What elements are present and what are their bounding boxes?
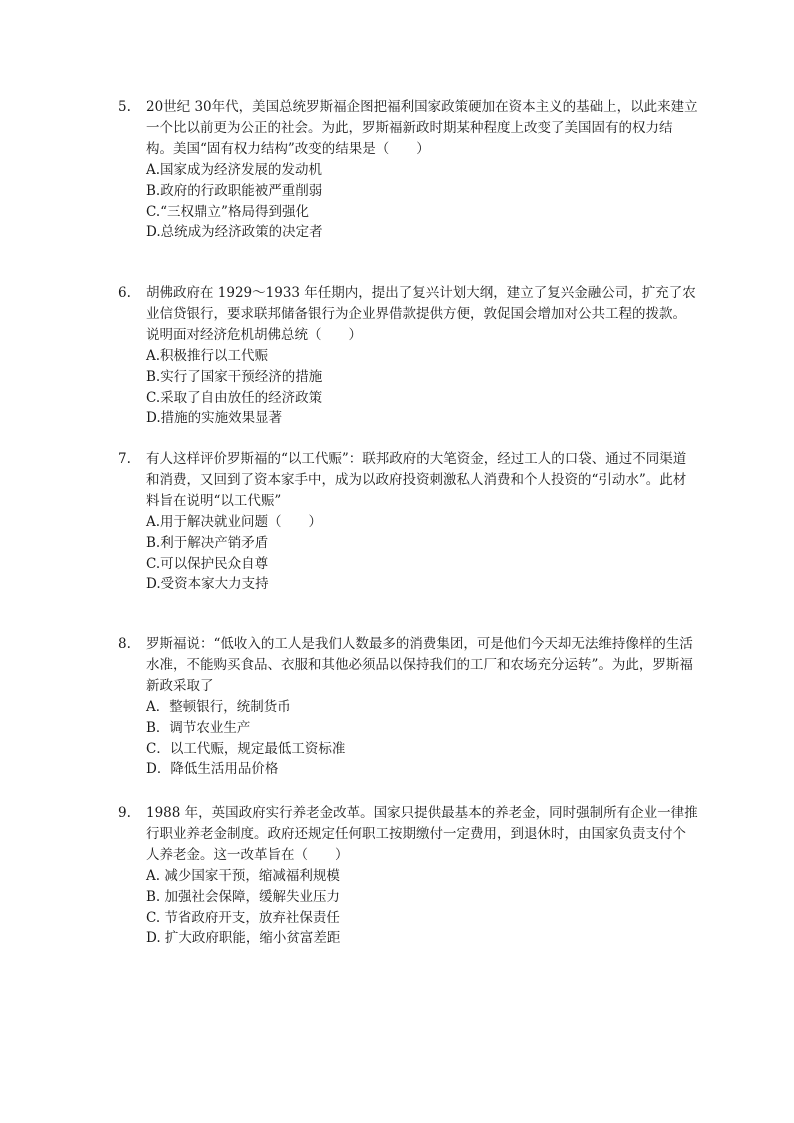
option-b: B．调节农业生产 [146,719,251,736]
option-d: D.总统成为经济政策的决定者 [146,224,323,241]
option-c: C.采取了自由放任的经济政策 [146,389,323,406]
option-d: D.受资本家大力支持 [146,576,269,593]
option-list [118,866,698,949]
question-stem [118,803,698,866]
question-number: 6. [118,285,131,301]
question-text: 20世纪 30年代，美国总统罗斯福企图把福利国家政策硬加在资本主义的基础上，以此来建立一个比以前更为公正的社会。为此，罗斯福新政时期某种程度上改变了美国固有的权力结构。美国“固有权力结构”改变的结果是（ ） [146,99,698,157]
question-6 [118,283,698,429]
question-number: 8. [118,636,131,652]
question-stem [118,449,698,512]
option-c: C.“三权鼎立”格局得到强化 [146,203,309,220]
option-c: C. 节省政府开支，放弃社保责任 [146,909,340,926]
question-number: 9. [118,805,131,821]
option-list [118,697,698,780]
option-list [118,512,698,595]
option-a: A.积极推行以工代赈 [146,348,269,364]
option-list [118,160,698,243]
question-text: 有人这样评价罗斯福的“以工代赈”：联邦政府的大笔资金，经过工人的口袋、通过不同渠道和消费，又回到了资本家手中，成为以政府投资刺激私人消费和个人投资的“引动水”。此材料旨在说明“以工代赈” [146,451,687,509]
question-text: 胡佛政府在 1929～1933 年任期内，提出了复兴计划大纲，建立了复兴金融公司，扩充了农业信贷银行，要求联邦储备银行为企业界借款提供方便，敦促国会增加对公共工程的拨款。说明面对经济危机胡佛总统（ ） [146,285,696,343]
option-b: B.利于解决产销矛盾 [146,534,269,551]
option-b: B.实行了国家干预经济的措施 [146,368,323,385]
question-7 [118,449,698,595]
question-number: 7. [118,451,131,467]
question-stem [118,634,698,697]
option-d: D. 扩大政府职能，缩小贫富差距 [146,930,341,947]
option-c: C．以工代赈，规定最低工资标准 [146,740,346,757]
option-list [118,346,698,429]
option-a: A. 减少国家干预，缩减福利规模 [146,868,340,884]
question-text: 1988 年，英国政府实行养老金改革。国家只提供最基本的养老金，同时强制所有企业一律推行职业养老金制度。政府还规定任何职工按期缴付一定费用，到退休时，由国家负责支付个人养老金。这一改革旨在（ ） [146,805,698,863]
option-b: B. 加强社会保障，缓解失业压力 [146,888,341,905]
question-9 [118,803,698,949]
question-stem [118,283,698,346]
option-a: A.国家成为经济发展的发动机 [146,162,323,178]
question-8 [118,634,698,780]
option-a: A．整顿银行，统制货币 [146,699,291,715]
question-5 [118,97,698,243]
question-stem [118,97,698,160]
question-text: 罗斯福说：“低收入的工人是我们人数最多的消费集团，可是他们今天却无法维持像样的生活水准，不能购买食品、衣服和其他必须品以保持我们的工厂和农场充分运转”。为此，罗斯福新政采取了 [146,636,693,694]
question-number: 5. [118,99,131,115]
option-d: D．降低生活用品价格 [146,761,279,778]
option-b: B.政府的行政职能被严重削弱 [146,182,323,199]
option-c: C.可以保护民众自尊 [146,555,269,572]
option-d: D.措施的实施效果显著 [146,410,283,427]
option-a: A.用于解决就业问题（ ） [146,514,323,530]
